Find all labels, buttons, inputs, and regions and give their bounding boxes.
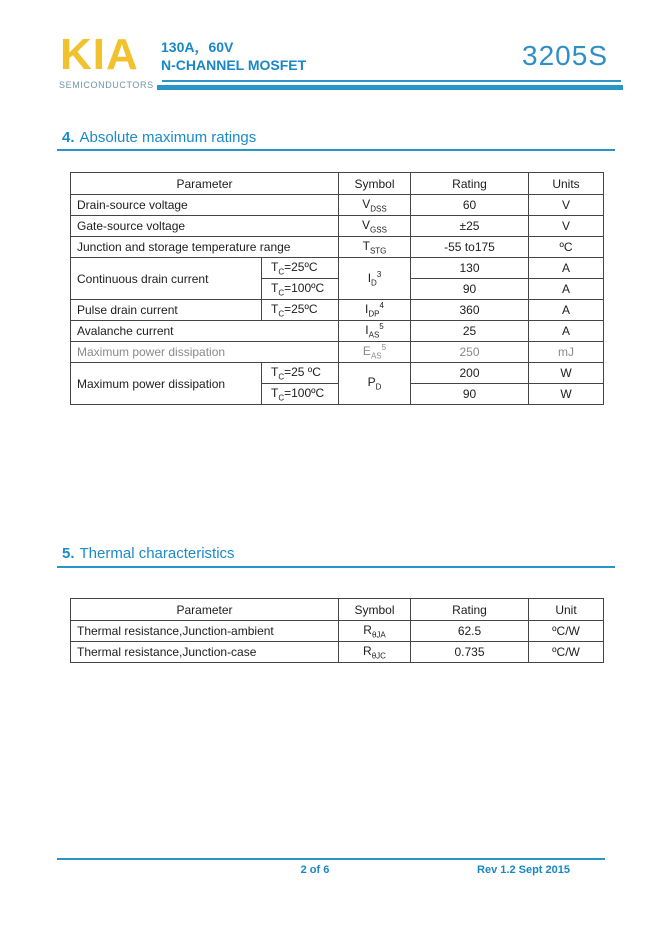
cell-rating: 0.735 bbox=[411, 642, 529, 663]
page-indicator: 2 of 6 bbox=[300, 864, 330, 876]
symbol-superscript: 5 bbox=[379, 322, 384, 332]
cell-unit: ºC bbox=[529, 237, 604, 258]
cell-symbol bbox=[339, 300, 411, 321]
symbol-subscript: θJA bbox=[371, 630, 386, 640]
condition-base: T bbox=[271, 280, 279, 295]
cell-unit: A bbox=[529, 258, 604, 279]
section-4-title bbox=[62, 129, 256, 146]
symbol-base: V bbox=[362, 196, 371, 211]
condition-base: T bbox=[271, 301, 279, 316]
cell-symbol bbox=[339, 321, 411, 342]
table-row-id-25c bbox=[71, 258, 604, 279]
kia-logo: KIA bbox=[60, 30, 139, 79]
cell-symbol bbox=[339, 363, 411, 405]
header-units: Units bbox=[529, 173, 604, 195]
cell-unit: W bbox=[529, 384, 604, 405]
table-row-eas bbox=[71, 342, 604, 363]
cell-rating: -55 to175 bbox=[411, 237, 529, 258]
table-row-vdss bbox=[71, 195, 604, 216]
cell-parameter: Maximum power dissipation bbox=[71, 363, 262, 405]
symbol-subscript: θJC bbox=[371, 651, 386, 661]
cell-condition bbox=[262, 384, 339, 405]
condition-value: =100ºC bbox=[284, 385, 325, 400]
table-row-ias bbox=[71, 321, 604, 342]
product-type: N-CHANNEL MOSFET bbox=[161, 57, 307, 73]
section-4-underline bbox=[57, 149, 615, 151]
condition-subscript: C bbox=[278, 267, 285, 277]
header-rule-thick bbox=[157, 85, 623, 90]
cell-unit: A bbox=[529, 321, 604, 342]
footer-rule bbox=[57, 858, 605, 860]
symbol-subscript: DSS bbox=[370, 204, 387, 214]
absolute-maximum-ratings-table bbox=[70, 172, 604, 405]
cell-symbol bbox=[339, 621, 411, 642]
table-row-vgss bbox=[71, 216, 604, 237]
section-4-label: Absolute maximum ratings bbox=[79, 129, 257, 146]
symbol-superscript: 5 bbox=[381, 343, 387, 353]
condition-base: T bbox=[271, 364, 279, 379]
condition-base: T bbox=[271, 385, 279, 400]
section-5-number: 5. bbox=[62, 545, 75, 562]
symbol-subscript: D bbox=[375, 382, 382, 392]
cell-unit: mJ bbox=[529, 342, 604, 363]
table-row-rthja bbox=[71, 621, 604, 642]
cell-symbol bbox=[339, 216, 411, 237]
thermal-characteristics-table bbox=[70, 598, 604, 663]
section-5-underline bbox=[57, 566, 615, 568]
cell-unit: W bbox=[529, 363, 604, 384]
header-symbol: Symbol bbox=[339, 599, 411, 621]
symbol-base: V bbox=[362, 217, 371, 232]
header-rating: Rating bbox=[411, 599, 529, 621]
symbol-base: T bbox=[362, 238, 370, 253]
section-5-title bbox=[62, 545, 235, 562]
symbol-subscript: AS bbox=[368, 330, 380, 340]
cell-unit: V bbox=[529, 195, 604, 216]
cell-rating: 250 bbox=[411, 342, 529, 363]
symbol-superscript: 4 bbox=[379, 301, 384, 311]
cell-parameter: Pulse drain current bbox=[71, 300, 262, 321]
condition-value: =25 ºC bbox=[284, 364, 321, 379]
header-rating: Rating bbox=[411, 173, 529, 195]
cell-parameter: Avalanche current bbox=[71, 321, 339, 342]
symbol-base: R bbox=[363, 643, 372, 658]
cell-rating: 25 bbox=[411, 321, 529, 342]
table-row-pd-25c bbox=[71, 363, 604, 384]
condition-subscript: C bbox=[278, 372, 285, 382]
table-row-rthjc bbox=[71, 642, 604, 663]
header-parameter: Parameter bbox=[71, 599, 339, 621]
logo-subtitle: SEMICONDUCTORS bbox=[59, 80, 154, 90]
header-unit: Unit bbox=[529, 599, 604, 621]
cell-unit: V bbox=[529, 216, 604, 237]
table-header-row bbox=[71, 173, 604, 195]
cell-parameter: Drain-source voltage bbox=[71, 195, 339, 216]
symbol-subscript: AS bbox=[370, 351, 382, 361]
cell-rating: 60 bbox=[411, 195, 529, 216]
header-parameter: Parameter bbox=[71, 173, 339, 195]
cell-parameter: Gate-source voltage bbox=[71, 216, 339, 237]
symbol-base: I bbox=[365, 323, 369, 338]
symbol-base: I bbox=[367, 270, 372, 285]
condition-base: T bbox=[271, 259, 279, 274]
cell-parameter: Continuous drain current bbox=[71, 258, 262, 300]
cell-unit: A bbox=[529, 300, 604, 321]
cell-unit: ºC/W bbox=[529, 642, 604, 663]
cell-condition bbox=[262, 300, 339, 321]
cell-unit: A bbox=[529, 279, 604, 300]
symbol-base: I bbox=[365, 302, 369, 317]
symbol-subscript: D bbox=[371, 278, 377, 288]
cell-symbol bbox=[339, 237, 411, 258]
symbol-subscript: GSS bbox=[370, 225, 387, 235]
condition-value: =100ºC bbox=[284, 280, 325, 295]
condition-value: =25ºC bbox=[284, 301, 318, 316]
table-header-row bbox=[71, 599, 604, 621]
symbol-base: E bbox=[362, 344, 371, 359]
symbol-superscript: 3 bbox=[376, 269, 382, 279]
cell-symbol bbox=[339, 642, 411, 663]
cell-rating: 360 bbox=[411, 300, 529, 321]
condition-value: =25ºC bbox=[284, 259, 318, 274]
cell-parameter: Thermal resistance,Junction-ambient bbox=[71, 621, 339, 642]
cell-parameter: Maximum power dissipation bbox=[71, 342, 339, 363]
cell-rating: ±25 bbox=[411, 216, 529, 237]
table-row-tstg bbox=[71, 237, 604, 258]
table-row-idp bbox=[71, 300, 604, 321]
cell-rating: 62.5 bbox=[411, 621, 529, 642]
revision-label: Rev 1.2 Sept 2015 bbox=[477, 864, 570, 876]
cell-rating: 200 bbox=[411, 363, 529, 384]
cell-symbol bbox=[339, 342, 411, 363]
symbol-base: P bbox=[367, 375, 376, 390]
section-4-number: 4. bbox=[62, 129, 75, 146]
cell-symbol bbox=[339, 195, 411, 216]
cell-condition bbox=[262, 279, 339, 300]
cell-rating: 130 bbox=[411, 258, 529, 279]
condition-subscript: C bbox=[278, 393, 285, 403]
cell-unit: ºC/W bbox=[529, 621, 604, 642]
cell-rating: 90 bbox=[411, 279, 529, 300]
symbol-subscript: STG bbox=[369, 246, 387, 256]
cell-symbol bbox=[339, 258, 411, 300]
condition-subscript: C bbox=[278, 309, 285, 319]
symbol-base: R bbox=[363, 622, 372, 637]
header-rule-thin bbox=[162, 80, 621, 82]
symbol-subscript: DP bbox=[368, 309, 380, 319]
condition-subscript: C bbox=[278, 288, 285, 298]
product-spec: 130A，60V bbox=[161, 39, 234, 55]
section-5-label: Thermal characteristics bbox=[79, 545, 235, 562]
cell-parameter: Junction and storage temperature range bbox=[71, 237, 339, 258]
cell-rating: 90 bbox=[411, 384, 529, 405]
cell-parameter: Thermal resistance,Junction-case bbox=[71, 642, 339, 663]
header-symbol: Symbol bbox=[339, 173, 411, 195]
cell-condition bbox=[262, 258, 339, 279]
part-number: 3205S bbox=[522, 40, 608, 71]
cell-condition bbox=[262, 363, 339, 384]
